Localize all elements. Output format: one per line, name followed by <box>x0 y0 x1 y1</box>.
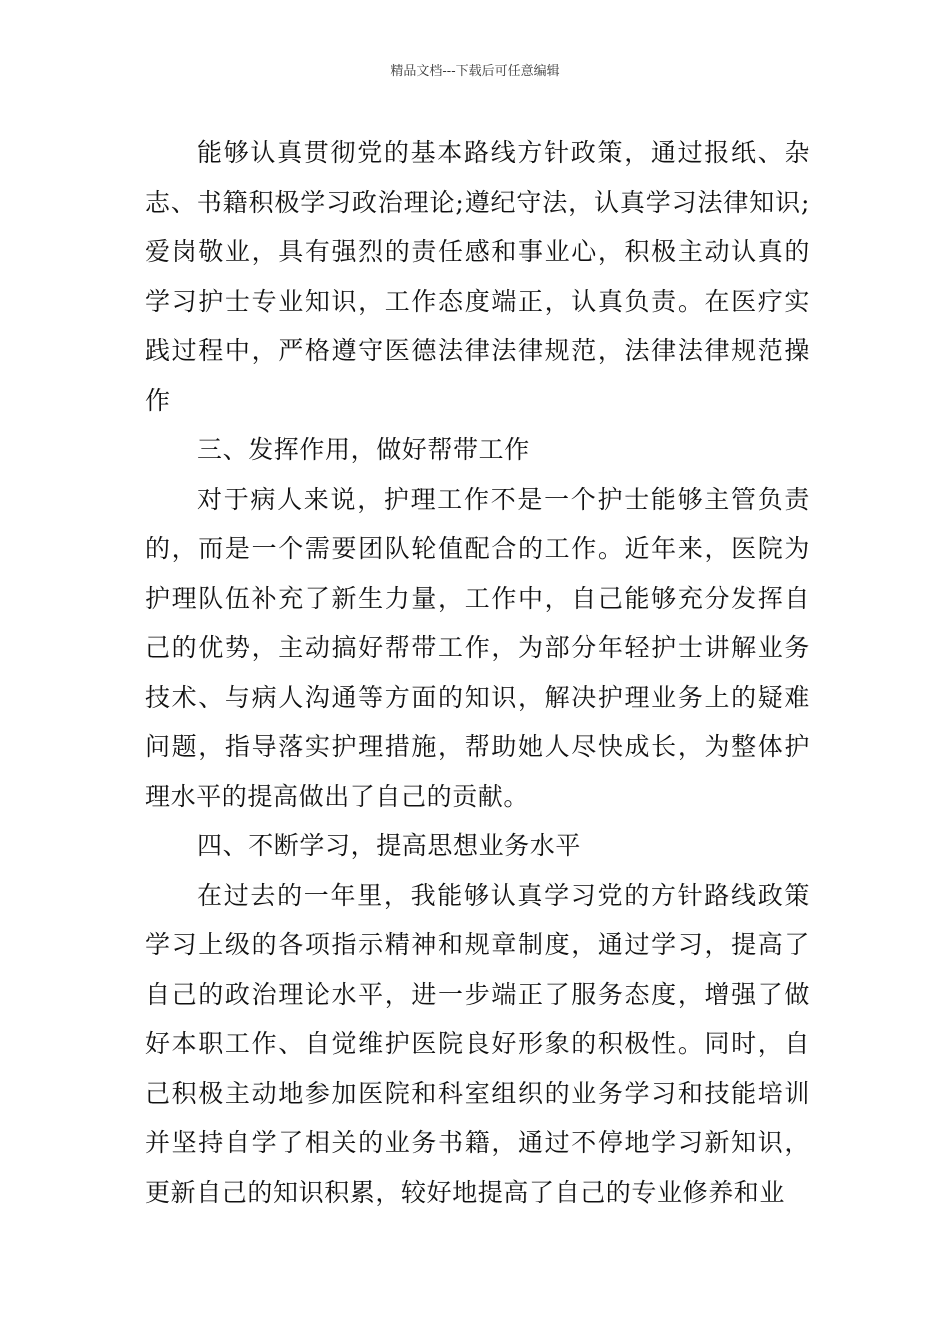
paragraph-mentoring: 对于病人来说，护理工作不是一个护士能够主管负责的，而是一个需要团队轮值配合的工作。近年来，医院为护理队伍补充了新生力量，工作中，自己能够充分发挥自己的优势，主动搞好帮带工作，为部分年轻护士讲解业务技术、与病人沟通等方面的知识，解决护理业务上的疑难问题，指导落实护理措施，帮助她人尽快成长，为整体护理水平的提高做出了自己的贡献。 <box>145 484 810 811</box>
section-heading-learning: 四、不断学习，提高思想业务水平 <box>197 831 582 860</box>
section-heading-mentoring: 三、发挥作用，做好帮带工作 <box>197 435 530 464</box>
page-header: 精品文档---下载后可任意编辑 <box>390 64 560 79</box>
paragraph-duty-attitude: 能够认真贯彻党的基本路线方针政策，通过报纸、杂志、书籍积极学习政治理论;遵纪守法，认真学习法律知识;爱岗敬业，具有强烈的责任感和事业心，积极主动认真的学习护士专业知识，工作态度端正，认真负责。在医疗实践过程中，严格遵守医德法律法律规范，法律法律规范操作 <box>145 138 810 415</box>
document-body <box>145 128 810 1217</box>
paragraph-learning: 在过去的一年里，我能够认真学习党的方针路线政策学习上级的各项指示精神和规章制度，通过学习，提高了自己的政治理论水平，进一步端正了服务态度，增强了做好本职工作、自觉维护医院良好形象的积极性。同时，自己积极主动地参加医院和科室组织的业务学习和技能培训并坚持自学了相关的业务书籍，通过不停地学习新知识，更新自己的知识积累，较好地提高了自己的专业修养和业 <box>145 880 810 1207</box>
